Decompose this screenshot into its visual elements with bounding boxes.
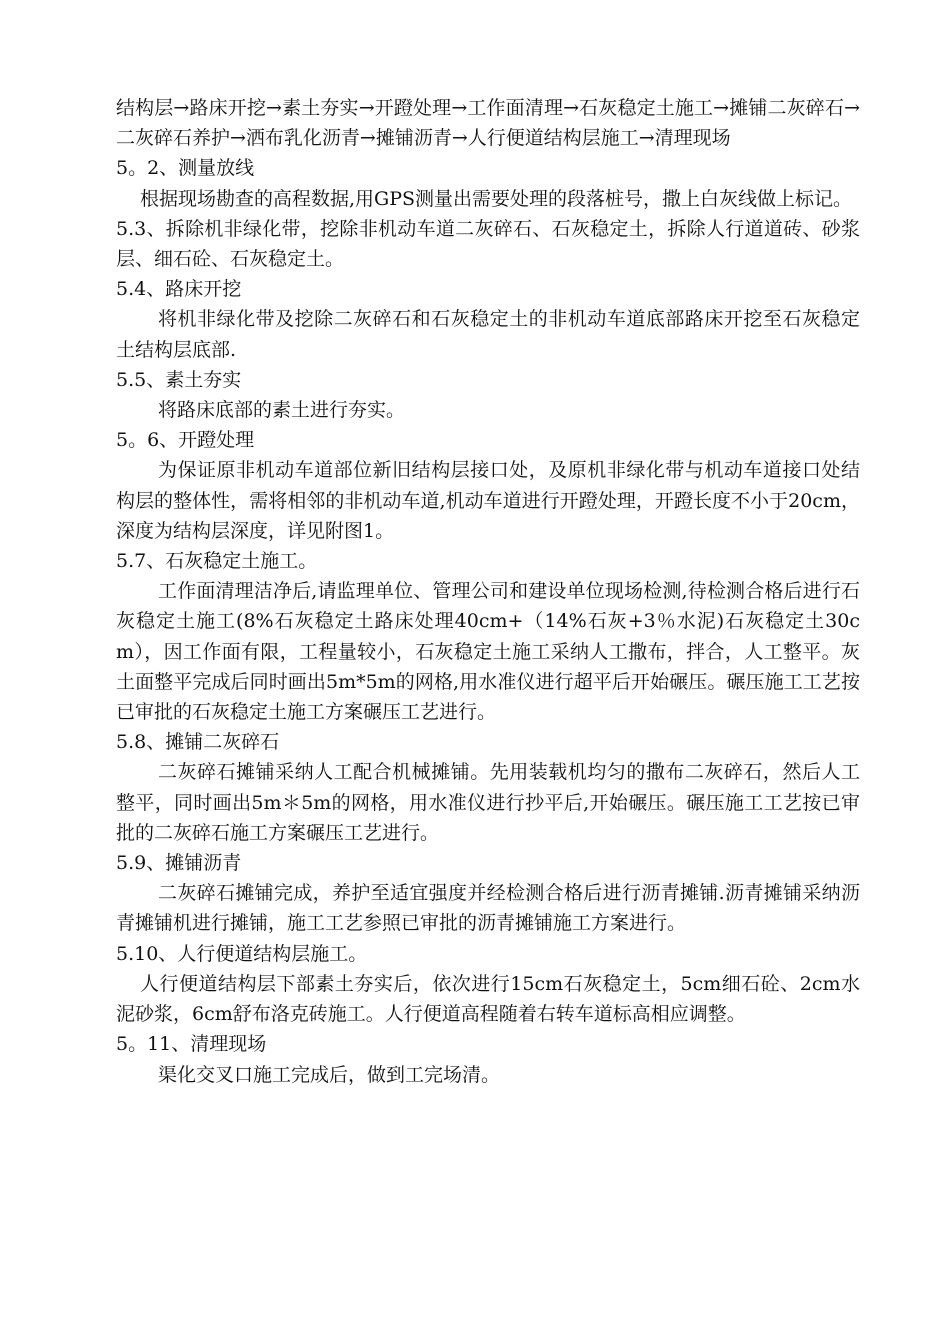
section-heading-5-3: 5.3、拆除机非绿化带，挖除非机动车道二灰碎石、石灰稳定土，拆除人行道道砖、砂浆层、细石砼、石灰稳定土。	[116, 217, 860, 271]
section-heading-5-4: 5.4、路床开挖	[116, 278, 242, 301]
document-body	[116, 93, 860, 1090]
process-flow-text: 结构层→路床开挖→素土夯实→开蹬处理→工作面清理→石灰稳定土施工→摊铺二灰碎石→二灰碎石养护→洒布乳化沥青→摊铺沥青→人行便道结构层施工→清理现场	[116, 97, 860, 150]
section-heading-5-10: 5.10、人行便道结构层施工。	[116, 942, 368, 965]
section-heading-5-9: 5.9、摊铺沥青	[116, 852, 242, 875]
section-body-5-10: 人行便道结构层下部素土夯实后，依次进行15cm石灰稳定土，5cm细石砼、2cm水泥砂浆，6cm舒布洛克砖施工。人行便道高程随着右转车道标高相应调整。	[116, 972, 860, 1026]
section-body-5-8: 二灰碎石摊铺采纳人工配合机械摊铺。先用装载机均匀的撒布二灰碎石，然后人工整平，同时画出5m＊5m的网格，用水准仪进行抄平后,开始碾压。碾压施工工艺按已审批的二灰碎石施工方案碾压工艺进行。	[116, 761, 860, 844]
section-heading-5-11: 5。11、清理现场	[116, 1033, 267, 1056]
section-body-5-7: 工作面清理洁净后,请监理单位、管理公司和建设单位现场检测,待检测合格后进行石灰稳定土施工(8%石灰稳定土路床处理40cm+（14%石灰+3％水泥)石灰稳定土30cm），因工作面有限，工程量较小，石灰稳定土施工采纳人工撒布，拌合，人工整平。灰土面整平完成后同时画出5m*5m的网格,用水准仪进行超平后开始碾压。碾压施工工艺按已审批的石灰稳定土施工方案碾压工艺进行。	[116, 580, 860, 724]
section-heading-5-7: 5.7、石灰稳定土施工。	[116, 550, 318, 573]
section-body-5-5: 将路床底部的素土进行夯实。	[158, 399, 406, 422]
section-heading-5-5: 5.5、素土夯实	[116, 368, 242, 391]
section-heading-5-8: 5.8、摊铺二灰碎石	[116, 731, 280, 754]
section-heading-5-6: 5。6、开蹬处理	[116, 429, 255, 452]
section-body-5-11: 渠化交叉口施工完成后，做到工完场清。	[158, 1063, 501, 1086]
section-body-5-2: 根据现场勘查的高程数据,用GPS测量出需要处理的段落桩号，撒上白灰线做上标记。	[140, 187, 853, 210]
section-body-5-6: 为保证原非机动车道部位新旧结构层接口处，及原机非绿化带与机动车道接口处结构层的整体性，需将相邻的非机动车道,机动车道进行开蹬处理，开蹬长度不小于20cm，深度为结构层深度，详见附图1。	[116, 459, 860, 542]
section-heading-5-2: 5。2、测量放线	[116, 157, 255, 180]
section-body-5-4: 将机非绿化带及挖除二灰碎石和石灰稳定土的非机动车道底部路床开挖至石灰稳定土结构层底部.	[116, 308, 860, 361]
section-body-5-9: 二灰碎石摊铺完成，养护至适宜强度并经检测合格后进行沥青摊铺.沥青摊铺采纳沥青摊铺机进行摊铺，施工工艺参照已审批的沥青摊铺施工方案进行。	[116, 882, 860, 935]
